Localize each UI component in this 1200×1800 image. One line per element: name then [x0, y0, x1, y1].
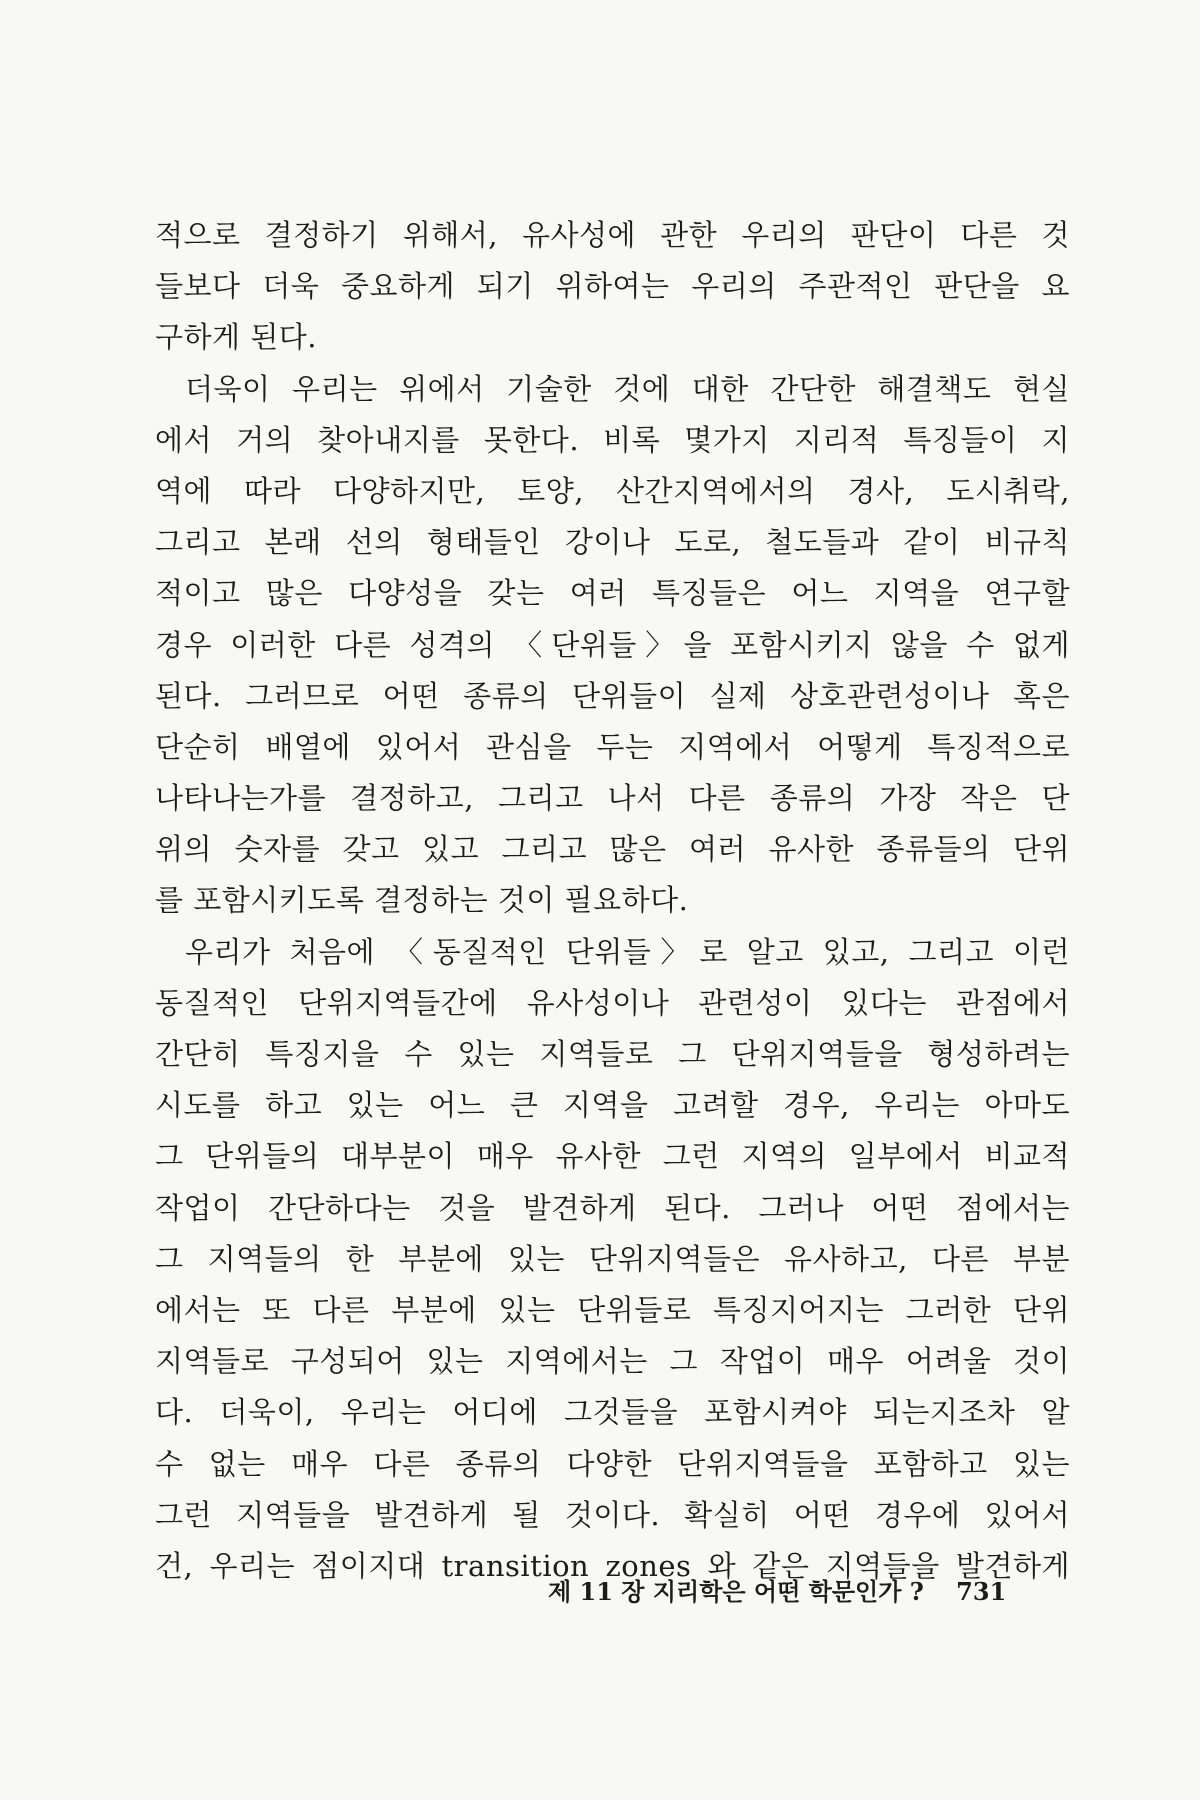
text-line: 그런 지역들을 발견하게 될 것이다. 확실히 어떤 경우에 있어서 [155, 1497, 1070, 1532]
text-line: 경우 이러한 다른 성격의 〈단위들〉을 포함시키지 않을 수 없게 [155, 627, 1070, 662]
text-line: 우리가 처음에 〈동질적인 단위들〉로 알고 있고, 그리고 이런 [185, 934, 1070, 969]
body-text [155, 210, 1070, 1592]
text-line: 에서 거의 찾아내지를 못한다. 비록 몇가지 지리적 특징들이 지 [155, 422, 1070, 457]
text-line: 다. 더욱이, 우리는 어디에 그것들을 포함시켜야 되는지조차 알 [155, 1395, 1070, 1430]
text-line: 적이고 많은 다양성을 갖는 여러 특징들은 어느 지역을 연구할 [155, 576, 1070, 611]
text-line: 건, 우리는 점이지대 transition zones 와 같은 지역들을 발견하게 [155, 1548, 1070, 1583]
text-line: 간단히 특징지을 수 있는 지역들로 그 단위지역들을 형성하려는 [155, 1037, 1070, 1071]
text-line: 그 단위들의 대부분이 매우 유사한 그런 지역의 일부에서 비교적 [155, 1139, 1070, 1174]
text-line: 나타나는가를 결정하고, 그리고 나서 다른 종류의 가장 작은 단 [155, 781, 1070, 816]
text-line: 더욱이 우리는 위에서 기술한 것에 대한 간단한 해결책도 현실 [185, 371, 1070, 406]
text-line: 된다. 그러므로 어떤 종류의 단위들이 실제 상호관련성이나 혹은 [155, 678, 1070, 713]
text-line: 그 지역들의 한 부분에 있는 단위지역들은 유사하고, 다른 부분 [155, 1241, 1070, 1276]
page-footer [548, 1572, 1028, 1612]
text-line: 역에 따라 다양하지만, 토양, 산간지역에서의 경사, 도시취락, [155, 473, 1070, 508]
text-line: 에서는 또 다른 부분에 있는 단위들로 특징지어지는 그러한 단위 [155, 1292, 1070, 1327]
text-line: 수 없는 매우 다른 종류의 다양한 단위지역들을 포함하고 있는 [155, 1446, 1070, 1481]
running-chapter-title: 제 11 장 지리학은 어떤 학문인가 ? [548, 1577, 924, 1606]
text-line: 구하게 된다. [155, 320, 318, 355]
text-line: 를 포함시키도록 결정하는 것이 필요하다. [155, 883, 689, 918]
text-line: 작업이 간단하다는 것을 발견하게 된다. 그러나 어떤 점에서는 [155, 1190, 1070, 1225]
text-line: 그리고 본래 선의 형태들인 강이나 도로, 철도들과 같이 비규칙 [155, 525, 1070, 560]
text-line: 적으로 결정하기 위해서, 유사성에 관한 우리의 판단이 다른 것 [155, 218, 1070, 252]
text-line: 들보다 더욱 중요하게 되기 위하여는 우리의 주관적인 판단을 요 [155, 269, 1070, 304]
text-line: 시도를 하고 있는 어느 큰 지역을 고려할 경우, 우리는 아마도 [155, 1088, 1070, 1123]
text-line: 위의 숫자를 갖고 있고 그리고 많은 여러 유사한 종류들의 단위 [155, 832, 1070, 867]
text-line: 동질적인 단위지역들간에 유사성이나 관련성이 있다는 관점에서 [155, 985, 1070, 1020]
text-line: 단순히 배열에 있어서 관심을 두는 지역에서 어떻게 특징적으로 [155, 729, 1070, 764]
page-number: 731 [956, 1577, 1007, 1606]
text-line: 지역들로 구성되어 있는 지역에서는 그 작업이 매우 어려울 것이 [155, 1344, 1070, 1379]
